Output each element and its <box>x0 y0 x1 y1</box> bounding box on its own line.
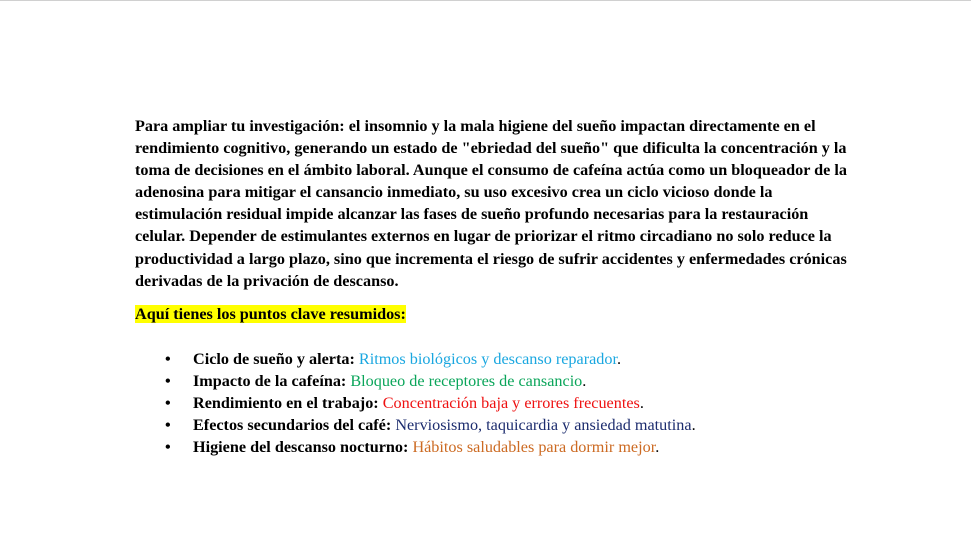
point-description: Concentración baja y errores frecuentes <box>382 393 640 412</box>
intro-paragraph: Para ampliar tu investigación: el insomnio y la mala higiene del sueño impactan directamente en el rendimiento cognitivo, generando un estado de "ebriedad del sueño" que dificulta la concentración y la toma de decisiones en el ámbito laboral. Aunque el consumo de cafeína actúa como un bloqueador de la adenosina para mitigar el cansancio inmediato, su uso excesivo crea un ciclo vicioso donde la estimulación residual impide alcanzar las fases de sueño profundo necesarias para la restauración celular. Depender de estimulantes externos en lugar de priorizar el ritmo circadiano no solo reduce la productividad a largo plazo, sino que incrementa el riesgo de sufrir accidentes y enfermedades crónicas derivadas de la privación de descanso. <box>135 117 847 290</box>
highlighted-text: Aquí tienes los puntos clave resumidos: <box>135 304 406 323</box>
point-period: . <box>616 349 622 368</box>
list-item <box>135 392 847 414</box>
key-points-heading <box>135 303 847 325</box>
point-term: Impacto de la cafeína: <box>193 371 347 390</box>
bullet-icon: • <box>165 349 171 368</box>
list-item <box>135 370 847 392</box>
point-description: Hábitos saludables para dormir mejor <box>412 437 656 456</box>
list-item <box>135 414 847 436</box>
bullet-icon: • <box>165 371 171 390</box>
bullet-icon: • <box>165 415 171 434</box>
document-body <box>135 115 847 458</box>
point-description: Nerviosismo, taquicardia y ansiedad matutina <box>395 415 692 434</box>
bullet-icon: • <box>165 393 171 412</box>
point-term: Ciclo de sueño y alerta: <box>193 349 355 368</box>
point-term: Higiene del descanso nocturno: <box>193 437 409 456</box>
key-points-list <box>135 348 847 458</box>
point-period: . <box>582 371 587 390</box>
point-term: Rendimiento en el trabajo: <box>193 393 379 412</box>
bullet-icon: • <box>165 437 171 456</box>
point-period: . <box>639 393 644 412</box>
list-item <box>135 436 847 458</box>
point-description: Ritmos biológicos y descanso reparador <box>358 349 617 368</box>
point-description: Bloqueo de receptores de cansancio <box>350 371 583 390</box>
point-term: Efectos secundarios del café: <box>193 415 392 434</box>
list-item <box>135 348 847 370</box>
point-period: . <box>691 415 696 434</box>
point-period: . <box>655 437 660 456</box>
